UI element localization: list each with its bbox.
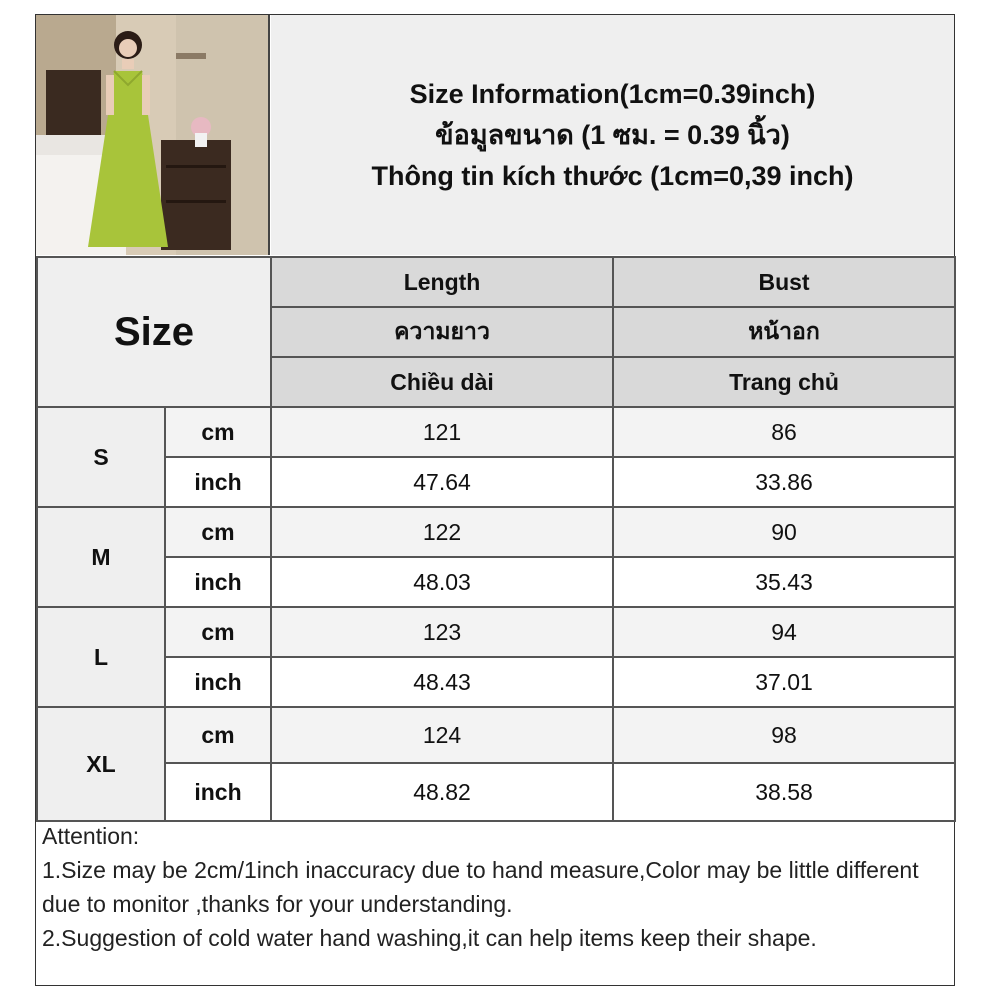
length-header-en: Length	[271, 257, 613, 307]
unit-label: inch	[165, 657, 271, 707]
bust-header-th: หน้าอก	[613, 307, 955, 357]
length-value: 122	[271, 507, 613, 557]
bust-value: 33.86	[613, 457, 955, 507]
unit-label: inch	[165, 557, 271, 607]
size-name: XL	[37, 707, 165, 821]
note-line-1: 1.Size may be 2cm/1inch inaccuracy due to hand measure,Color may be little different due to monitor ,thanks for your understanding.	[42, 857, 919, 917]
table-row	[37, 763, 955, 821]
bust-header-en: Bust	[613, 257, 955, 307]
header-area	[36, 15, 954, 255]
bust-value: 86	[613, 407, 955, 457]
product-photo	[36, 15, 270, 255]
product-photo-illustration	[36, 15, 270, 255]
size-information-title	[271, 15, 954, 255]
length-value: 48.43	[271, 657, 613, 707]
table-row	[37, 607, 955, 657]
table-row	[37, 707, 955, 763]
size-chart-sheet	[35, 14, 955, 986]
table-row	[37, 657, 955, 707]
table-row	[37, 457, 955, 507]
size-table	[36, 256, 956, 822]
unit-label: inch	[165, 457, 271, 507]
size-name: M	[37, 507, 165, 607]
length-header-vi: Chiều dài	[271, 357, 613, 407]
size-name: S	[37, 407, 165, 507]
length-value: 124	[271, 707, 613, 763]
table-row	[37, 507, 955, 557]
unit-label: inch	[165, 763, 271, 821]
length-value: 47.64	[271, 457, 613, 507]
length-header-th: ความยาว	[271, 307, 613, 357]
title-vietnamese: Thông tin kích thước (1cm=0,39 inch)	[371, 160, 854, 191]
attention-notes	[42, 819, 942, 955]
bust-value: 90	[613, 507, 955, 557]
note-line-2: 2.Suggestion of cold water hand washing,it can help items keep their shape.	[42, 925, 817, 951]
unit-label: cm	[165, 607, 271, 657]
bust-value: 38.58	[613, 763, 955, 821]
title-thai: ข้อมูลขนาด (1 ซม. = 0.39 นิ้ว)	[435, 119, 790, 150]
length-value: 123	[271, 607, 613, 657]
bust-value: 98	[613, 707, 955, 763]
title-english: Size Information(1cm=0.39inch)	[409, 78, 816, 109]
length-value: 48.03	[271, 557, 613, 607]
bust-value: 35.43	[613, 557, 955, 607]
size-header: Size	[37, 257, 271, 407]
bust-header-vi: Trang chủ	[613, 357, 955, 407]
table-row	[37, 557, 955, 607]
bust-value: 94	[613, 607, 955, 657]
length-value: 121	[271, 407, 613, 457]
size-name: L	[37, 607, 165, 707]
header-row-english	[37, 257, 955, 307]
unit-label: cm	[165, 507, 271, 557]
unit-label: cm	[165, 407, 271, 457]
attention-heading: Attention:	[42, 823, 140, 849]
bust-value: 37.01	[613, 657, 955, 707]
table-row	[37, 407, 955, 457]
length-value: 48.82	[271, 763, 613, 821]
unit-label: cm	[165, 707, 271, 763]
